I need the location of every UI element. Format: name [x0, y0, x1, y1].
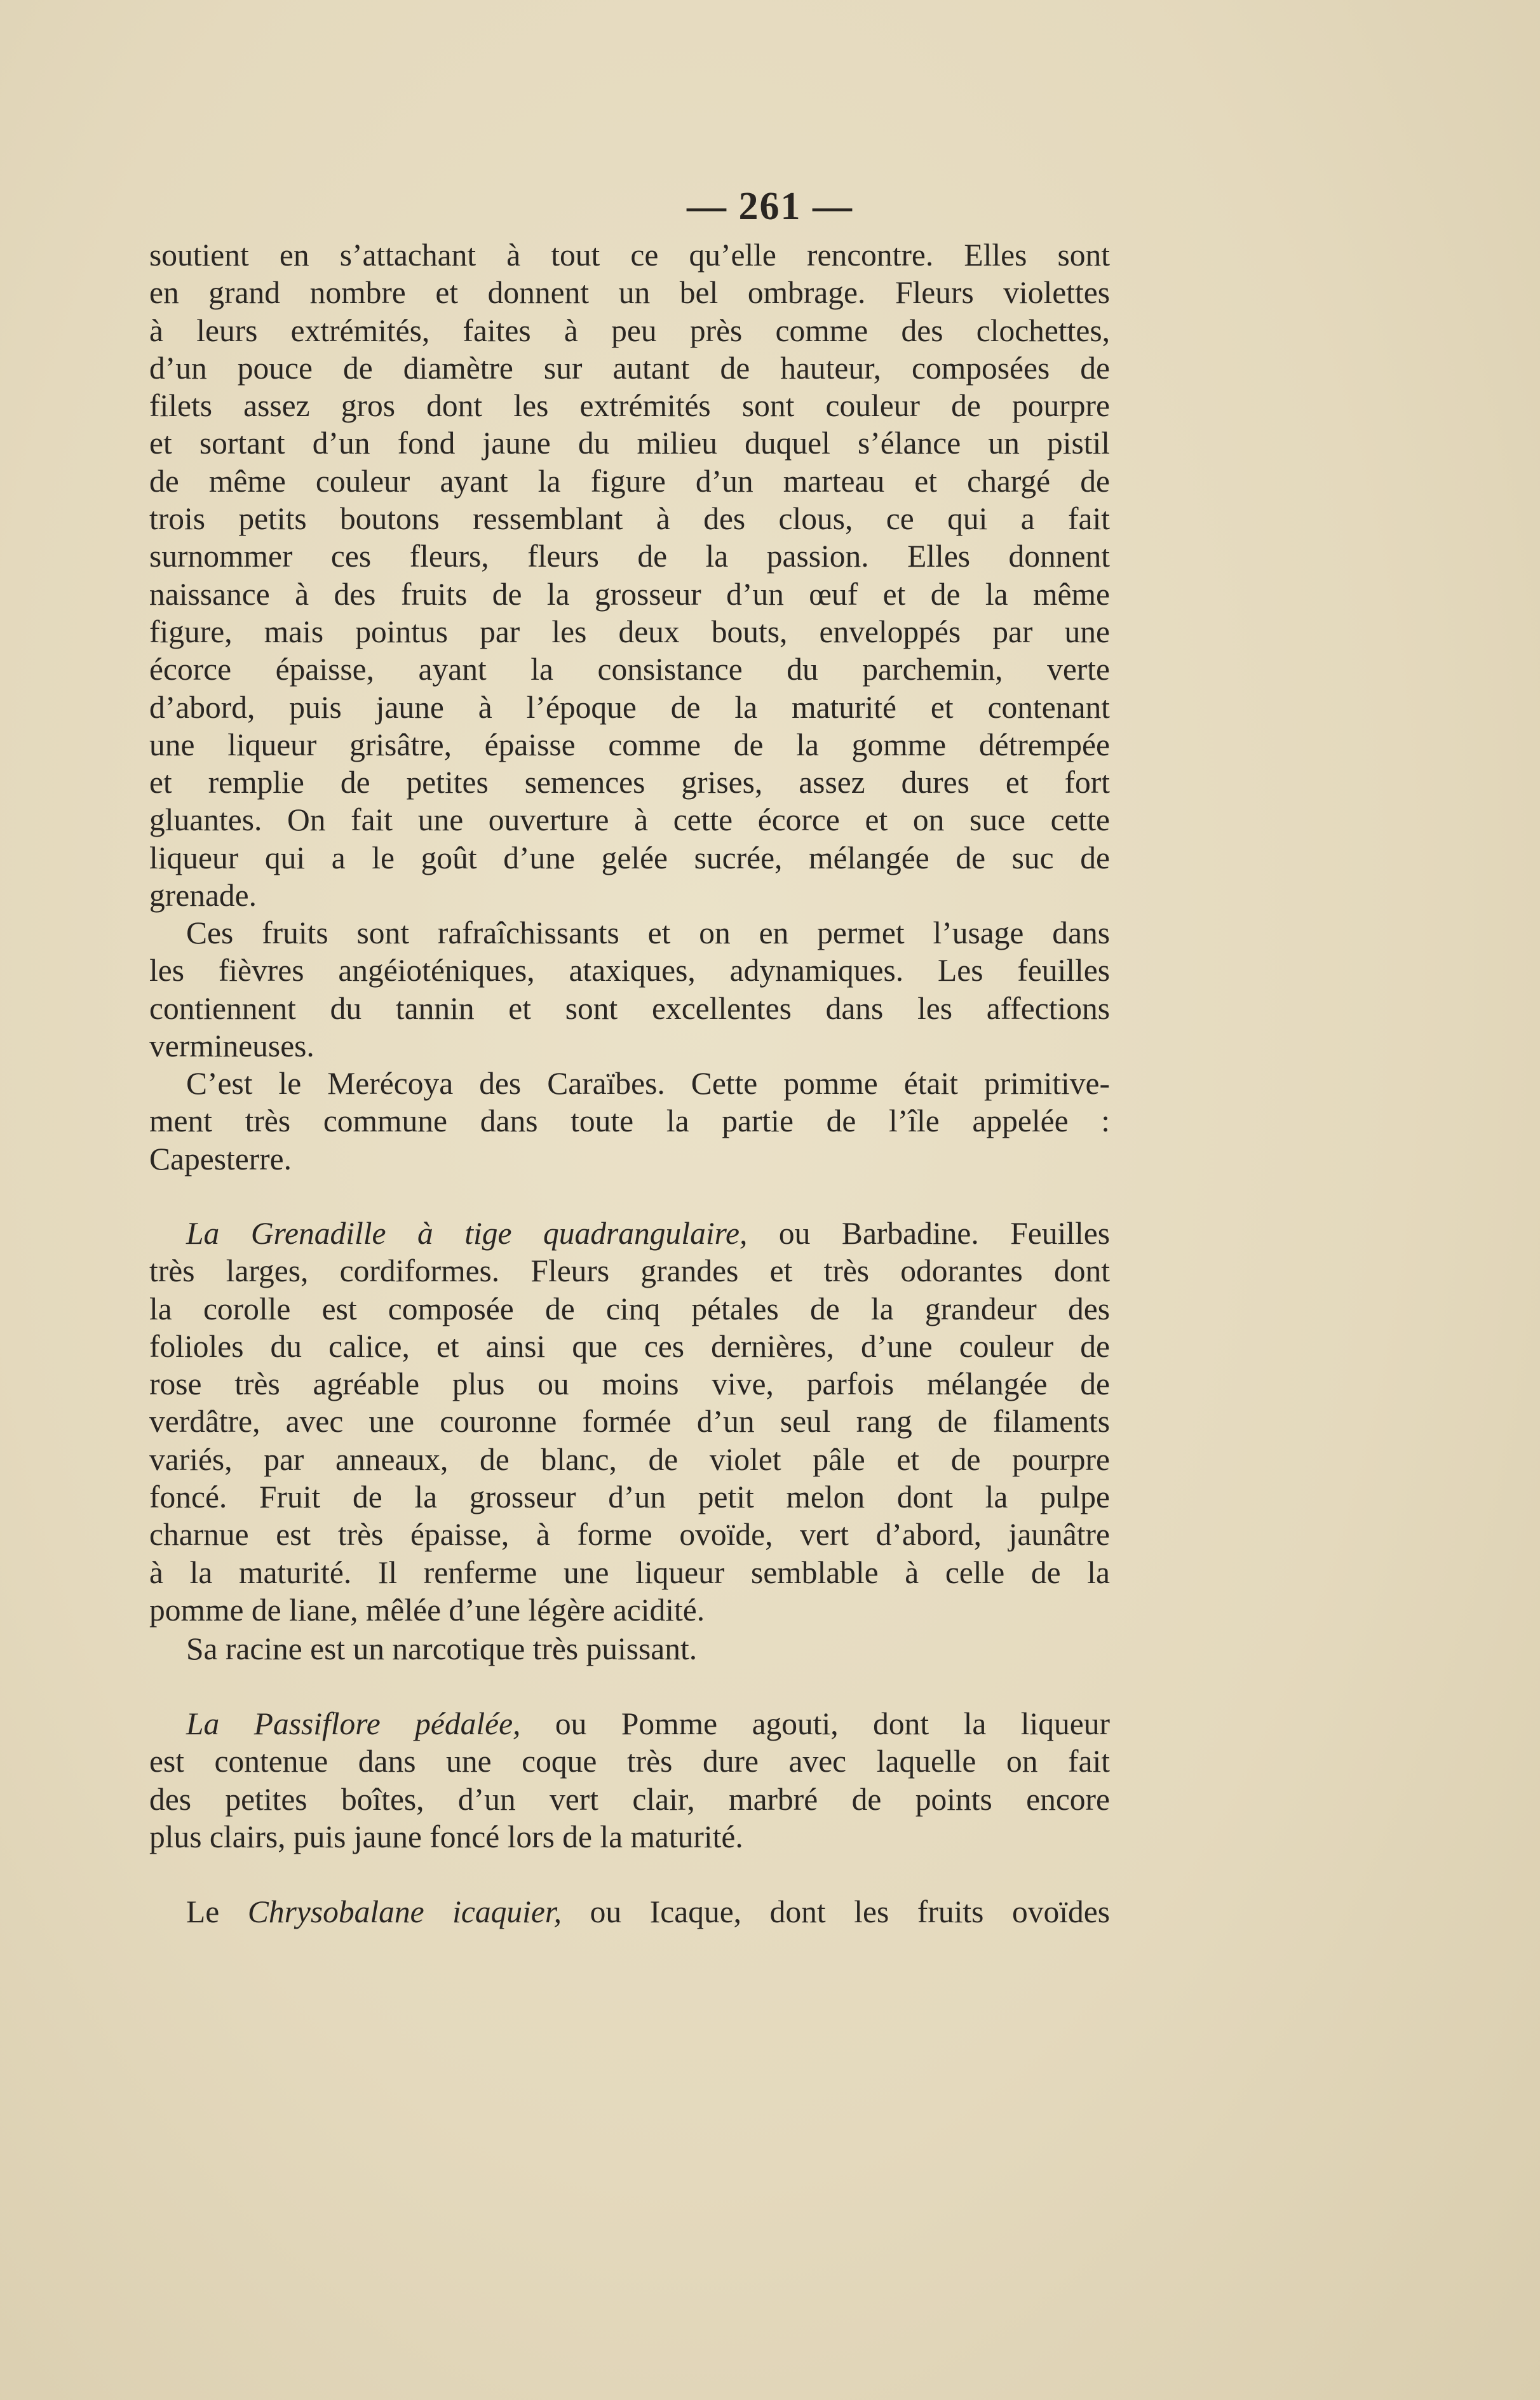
text-line: des petites boîtes, d’un vert clair, marbré de points encore	[149, 1781, 1110, 1817]
text-line: gluantes. On fait une ouverture à cette écorce et on suce cette	[149, 802, 1110, 838]
text-line: une liqueur grisâtre, épaisse comme de la gomme détrempée	[149, 727, 1110, 762]
text-line: Capesterre.	[149, 1141, 292, 1176]
text-line	[149, 1215, 1110, 1252]
text-line: rose très agréable plus ou moins vive, parfois mélangée de	[149, 1366, 1110, 1402]
text-line: folioles du calice, et ainsi que ces dernières, d’une couleur de	[149, 1328, 1110, 1364]
text-line	[149, 1705, 1110, 1743]
text-line: contiennent du tannin et sont excellentes dans les affections	[149, 990, 1110, 1026]
text-line: soutient en s’attachant à tout ce qu’elle rencontre. Elles sont	[149, 238, 1110, 273]
paragraph-2	[149, 914, 1110, 1065]
text-line: plus clairs, puis jaune foncé lors de la maturité.	[149, 1819, 743, 1854]
species-name: La Passiflore pédalée,	[186, 1706, 521, 1741]
text-line: trois petits boutons ressemblant à des clous, ce qui a fait	[149, 501, 1110, 537]
species-name: La Grenadille à tige quadrangulaire,	[186, 1216, 748, 1251]
text-line: figure, mais pointus par les deux bouts, enveloppés par une	[149, 614, 1110, 649]
text-line: très larges, cordiformes. Fleurs grandes et très odorantes dont	[149, 1253, 1110, 1289]
paragraph-1	[149, 236, 1110, 914]
text-run: ou Barbadine. Feuilles	[747, 1216, 1111, 1251]
page-number: — 261 —	[687, 185, 853, 228]
text-line: ment très commune dans toute la partie de l’île appelée :	[149, 1103, 1110, 1139]
text-line: de même couleur ayant la figure d’un marteau et chargé de	[149, 463, 1110, 499]
text-line: les fièvres angéioténiques, ataxiques, adynamiques. Les feuilles	[149, 953, 1110, 988]
text-line: grenade.	[149, 878, 257, 913]
paragraph-3	[149, 1065, 1110, 1178]
text-line: et sortant d’un fond jaune du milieu duquel s’élance un pistil	[149, 426, 1110, 461]
paragraph-passiflore	[149, 1705, 1110, 1856]
text-line	[149, 1893, 1110, 1931]
text-run: ou Pomme agouti, dont la liqueur	[520, 1706, 1110, 1741]
text-run: ou Icaque, dont les fruits ovoïdes	[562, 1894, 1110, 1929]
text-line: filets assez gros dont les extrémités sont couleur de pourpre	[149, 388, 1110, 424]
text-line: variés, par anneaux, de blanc, de violet pâle et de pourpre	[149, 1441, 1110, 1477]
paragraph-grenadille	[149, 1215, 1110, 1629]
text-line: pomme de liane, mêlée d’une légère acidité.	[149, 1592, 705, 1628]
text-line: C’est le Merécoya des Caraïbes. Cette pomme était primitive-	[186, 1066, 1110, 1101]
text-line: Ces fruits sont rafraîchissants et on en permet l’usage dans	[186, 915, 1110, 950]
species-name: Chrysobalane icaquier,	[247, 1894, 562, 1929]
text-line: surnommer ces fleurs, fleurs de la passion. Elles donnent	[149, 539, 1110, 574]
text-line: à leurs extrémités, faites à peu près comme des clochettes,	[149, 313, 1110, 348]
text-line: en grand nombre et donnent un bel ombrage. Fleurs violettes	[149, 275, 1110, 311]
text-line: charnue est très épaisse, à forme ovoïde, vert d’abord, jaunâtre	[149, 1517, 1110, 1553]
text-line: liqueur qui a le goût d’une gelée sucrée, mélangée de suc de	[149, 840, 1110, 875]
text-line: vermineuses.	[149, 1028, 314, 1063]
text-line: Sa racine est un narcotique très puissant.	[186, 1631, 698, 1666]
text-line: à la maturité. Il renferme une liqueur semblable à celle de la	[149, 1554, 1110, 1590]
text-line: et remplie de petites semences grises, assez dures et fort	[149, 765, 1110, 800]
text-line: la corolle est composée de cinq pétales de la grandeur des	[149, 1291, 1110, 1326]
paragraph-5	[149, 1630, 1110, 1668]
text-line: d’un pouce de diamètre sur autant de hauteur, composées de	[149, 350, 1110, 386]
text-line: verdâtre, avec une couronne formée d’un seul rang de filaments	[149, 1404, 1110, 1439]
text-line: écorce épaisse, ayant la consistance du parchemin, verte	[149, 652, 1110, 687]
text-run: Le	[186, 1894, 248, 1929]
paragraph-chrysobalane	[149, 1893, 1110, 1931]
text-line: est contenue dans une coque très dure avec laquelle on fait	[149, 1744, 1110, 1779]
text-line: foncé. Fruit de la grosseur d’un petit melon dont la pulpe	[149, 1480, 1110, 1515]
text-line: d’abord, puis jaune à l’époque de la maturité et contenant	[149, 689, 1110, 725]
text-line: naissance à des fruits de la grosseur d’un œuf et de la même	[149, 576, 1110, 612]
